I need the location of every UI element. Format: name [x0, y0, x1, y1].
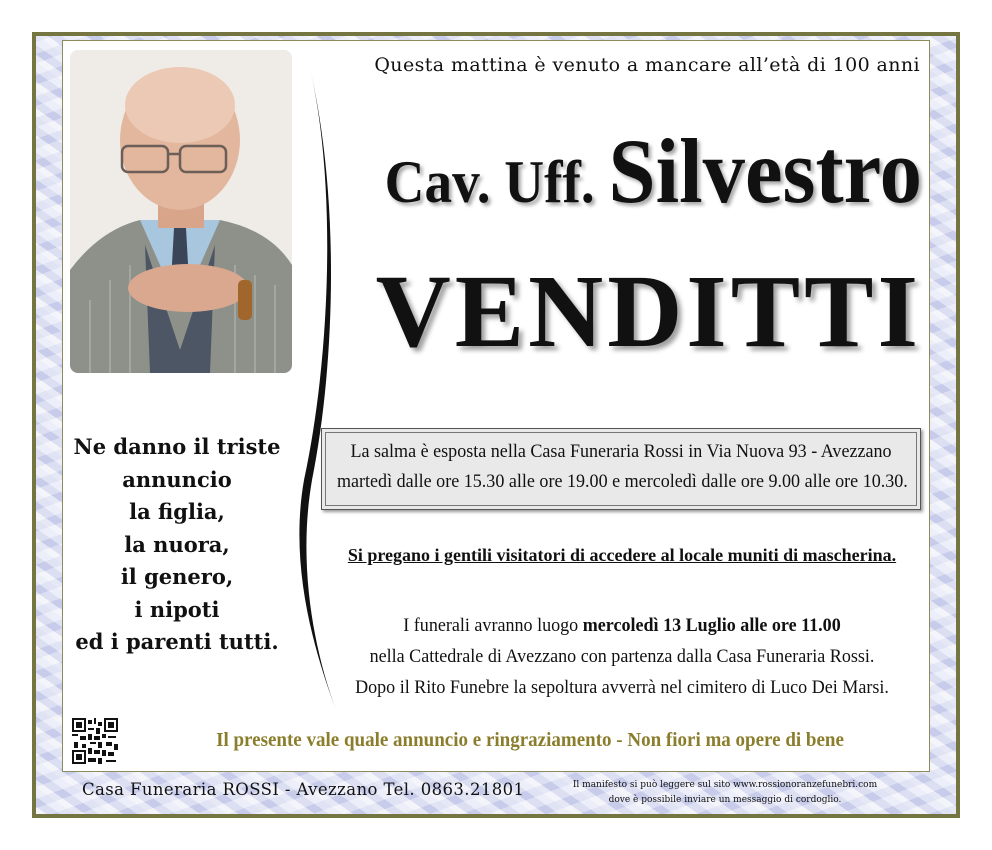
- thanks-line: Il presente vale quale annuncio e ringraziamento - Non fiori ma opere di bene: [216, 729, 844, 751]
- burial-line: Dopo il Rito Funebre la sepoltura avverrà nel cimitero di Luco Dei Marsi.: [355, 677, 889, 698]
- last-name: VENDITTI: [375, 254, 922, 369]
- visitation-box: [321, 428, 921, 510]
- funeral-intro: I funerali avranno luogo: [403, 615, 579, 636]
- mask-notice: Si pregano i gentili visitatori di accedere al locale muniti di mascherina.: [347, 545, 897, 565]
- website-note: [560, 778, 890, 808]
- intro-text: Questa mattina è venuto a mancare all’età di 100 anni: [374, 54, 920, 76]
- funeral-agency: Casa Funeraria ROSSI - Avezzano Tel. 0863.21801: [82, 780, 525, 799]
- family-line: i nipoti: [134, 596, 220, 622]
- funeral-details: [320, 610, 924, 703]
- visitation-location: La salma è esposta nella Casa Funeraria Rossi in Via Nuova 93 - Avezzano: [350, 441, 892, 462]
- visitation-hours: martedì dalle ore 15.30 alle ore 19.00 e mercoledì dalle ore 9.00 alle ore 10.30.: [336, 471, 908, 492]
- funeral-place-line: nella Cattedrale di Avezzano con partenza dalla Casa Funeraria Rossi.: [369, 646, 875, 667]
- portrait-photo: [70, 50, 292, 373]
- family-line: ed i parenti tutti.: [75, 629, 279, 654]
- first-name: Silvestro: [608, 120, 922, 222]
- family-line: il genero,: [120, 564, 234, 589]
- website-note-line: Il manifesto si può leggere sul sito www.rossionoranzefunebri.com: [572, 780, 878, 790]
- honorific-title: Cav. Uff.: [384, 149, 595, 215]
- family-line: la nuora,: [124, 531, 230, 557]
- family-line: la figlia,: [129, 499, 225, 524]
- family-line: Ne danno il triste: [73, 434, 281, 459]
- family-line: annuncio: [122, 466, 232, 492]
- deceased-title-and-first-name: [377, 118, 922, 224]
- funeral-datetime: mercoledì 13 Luglio alle ore 11.00: [582, 615, 841, 636]
- website-note-line: dove è possibile inviare un messaggio di cordoglio.: [608, 795, 842, 805]
- funeral-date-line: [335, 610, 909, 641]
- family-announcement: [66, 431, 288, 659]
- qr-code-icon[interactable]: [72, 718, 118, 764]
